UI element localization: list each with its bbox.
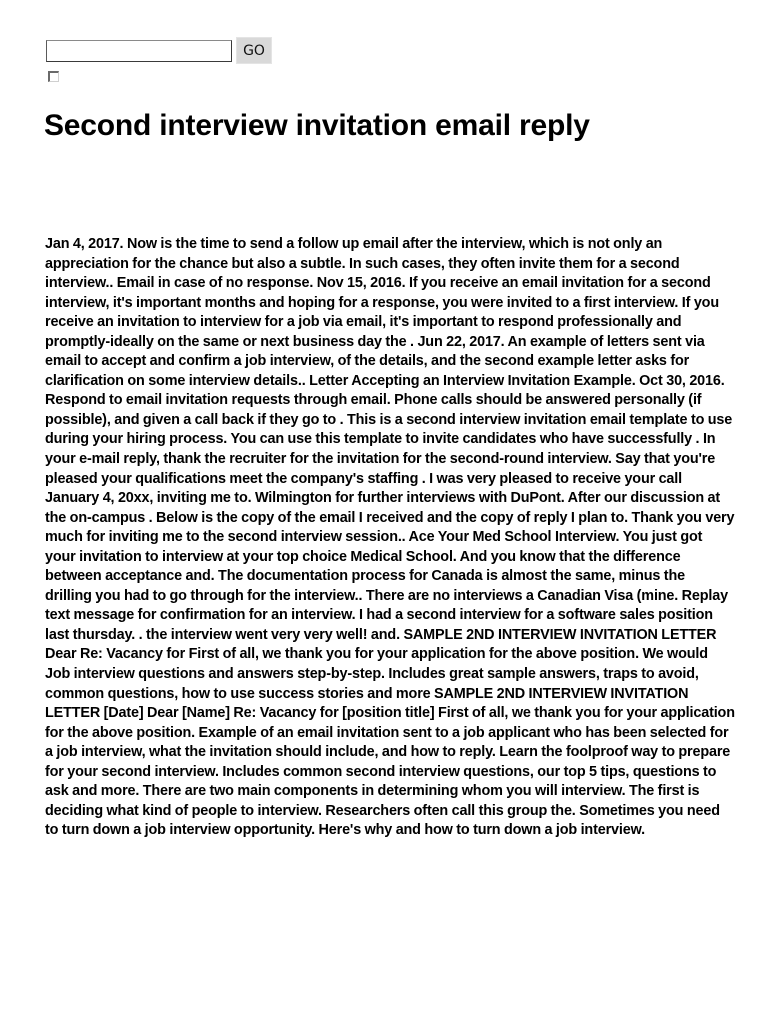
search-input[interactable] — [46, 40, 232, 62]
search-form — [46, 37, 272, 64]
article-body: Jan 4, 2017. Now is the time to send a follow up email after the interview, which is not only an appreciation for the chance but also a subtle. In such cases, they often invite them for a second interview.. Email in case of no response. Nov 15, 2016. If you receive an email invitation for a second interview, it's important months and hoping for a response, you were invited to a first interview. If you receive an invitation to interview for a job via email, it's important to respond professionally and promptly-ideally on the same or next business day the . Jun 22, 2017. An example of letters sent via email to accept and confirm a job interview, of the details, and the second example letter asks for clarification on some interview details.. Letter Accepting an Interview Invitation Example. Oct 30, 2016. Respond to email invitation requests through email. Phone calls should be answered personally (if possible), and given a call back if they go to . This is a second interview invitation email template to use during your hiring process. You can use this template to invite candidates who have successfully . In your e-mail reply, thank the recruiter for the invitation for the second-round interview. Say that you're pleased your qualifications meet the company's staffing . I was very pleased to receive your call January 4, 20xx, inviting me to. Wilmington for further interviews with DuPont. After our discussion at the on-campus . Below is the copy of the email I received and the copy of reply I plan to. Thank you very much for inviting me to the second interview session.. Ace Your Med School Interview. You just got your invitation to interview at your top choice Medical School. And you know that the difference between acceptance and. The documentation process for Canada is almost the same, minus the drilling you had to go through for the interview.. There are no interviews a Canadian Visa (mine. Replay text message for confirmation for an interview. I had a second interview for a software sales position last thursday. . the interview went very very well! and. SAMPLE 2ND INTERVIEW INVITATION LETTER Dear Re: Vacancy for First of all, we thank you for your application for the above position. We would Job interview questions and answers step-by-step. Includes great sample answers, traps to avoid, common questions, how to use success stories and more SAMPLE 2ND INTERVIEW INVITATION LETTER [Date] Dear [Name] Re: Vacancy for [position title] First of all, we thank you for your application for the above position. Example of an email invitation sent to a job applicant who has been selected for a job interview, what the invitation should include, and how to reply. Learn the foolproof way to prepare for your second interview. Includes common second interview questions, our top 5 tips, questions to ask and more. There are two main components in determining whom you will interview. The first is deciding what kind of people to interview. Researchers often call this group the. Sometimes you need to turn down a job interview opportunity. Here's why and how to turn down a job interview. — [45, 236, 735, 839]
page-title: Second interview invitation email reply — [44, 109, 590, 142]
go-button[interactable]: GO — [236, 37, 272, 64]
checkbox[interactable] — [48, 71, 59, 82]
